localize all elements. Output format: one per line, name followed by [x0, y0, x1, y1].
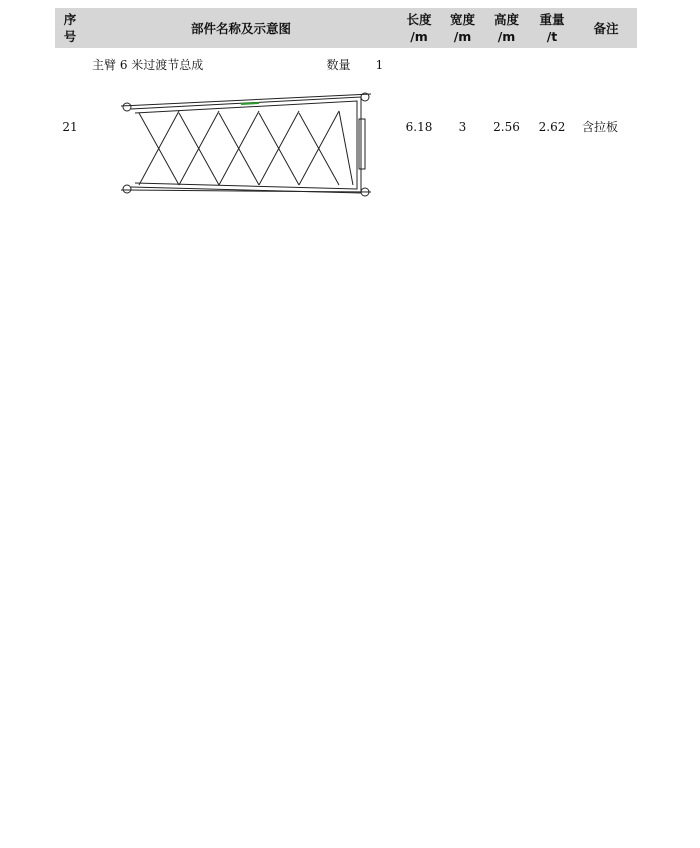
- qty-value: 1: [375, 57, 384, 72]
- header-name: 部件名称及示意图: [85, 8, 397, 48]
- qty-label: 数量: [326, 58, 351, 72]
- row-number: 21: [62, 120, 78, 134]
- drawing-truss-transition-section: [85, 81, 397, 206]
- length-value: 6.18: [405, 120, 433, 134]
- weight-value: 2.62: [538, 120, 566, 134]
- width-value: 3: [458, 120, 467, 134]
- height-value: 2.56: [493, 120, 520, 134]
- part-name: 主臂 6 米过渡节总成: [92, 58, 204, 72]
- header-height: 高度 /m: [484, 8, 529, 48]
- remark-value: 含拉板: [582, 119, 619, 134]
- header-width: 宽度 /m: [441, 8, 484, 48]
- header-seq: 序 号: [55, 8, 85, 48]
- header-length: 长度 /m: [397, 8, 441, 48]
- header-weight: 重量 /t: [529, 8, 575, 48]
- header-remark: 备注: [575, 8, 637, 48]
